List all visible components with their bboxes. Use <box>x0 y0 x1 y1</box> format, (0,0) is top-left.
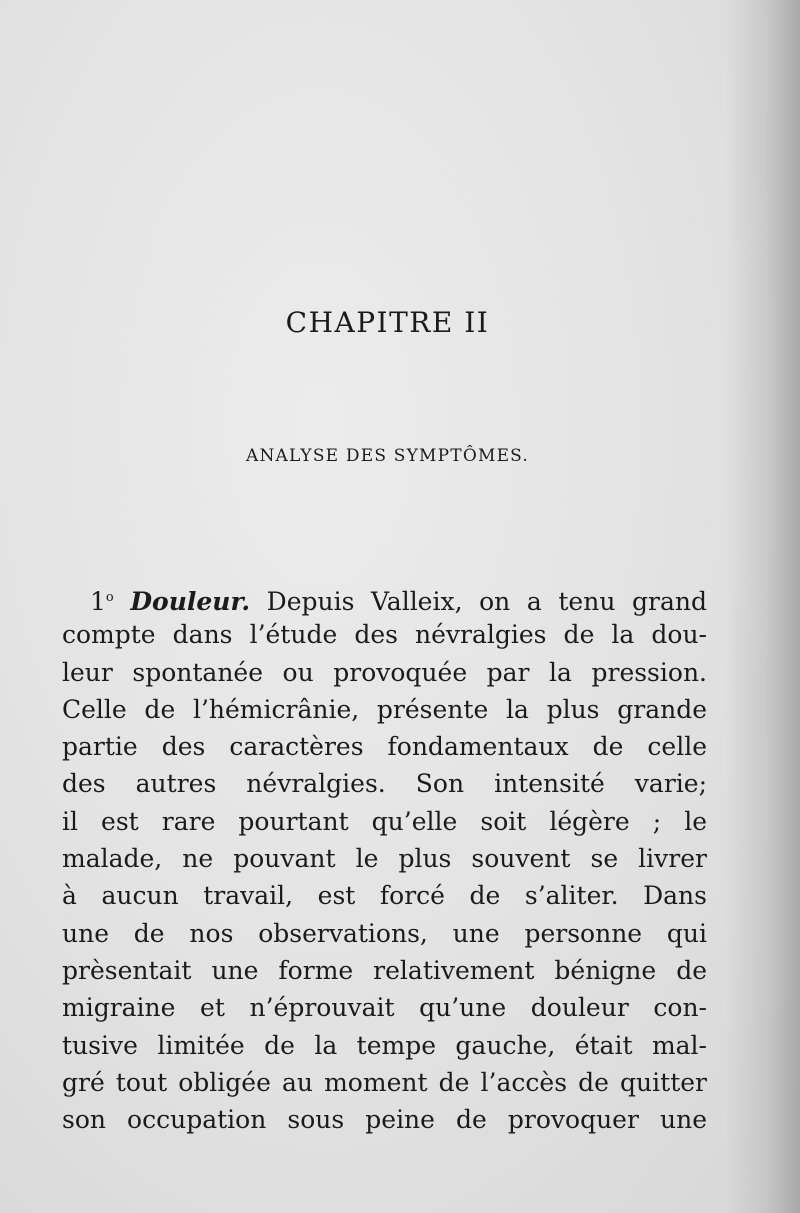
section-title: ANALYSE DES SYMPTÔMES. <box>245 446 530 466</box>
text-line: tusive limitée de la tempe gauche, était mal- <box>62 1030 707 1060</box>
text-line: son occupation sous peine de provoquer une <box>62 1105 707 1135</box>
paragraph-heading: Douleur. <box>130 587 251 616</box>
text-line: leur spontanée ou provoquée par la pression. <box>62 657 707 687</box>
text-line: à aucun travail, est forcé de s’aliter. Dans <box>62 881 707 911</box>
text-line: gré tout obligée au moment de l’accès de quitter <box>62 1067 707 1097</box>
paragraph-body <box>62 579 707 1138</box>
text-line: partie des caractères fondamentaux de celle <box>62 732 707 762</box>
text-line: des autres névralgies. Son intensité varie; <box>62 769 707 799</box>
text-line: malade, ne pouvant le plus souvent se livrer <box>62 844 707 874</box>
paragraph-number: 1$^o$ <box>90 587 114 616</box>
paragraph-first-line-text: Depuis Valleix, on a tenu grand <box>266 587 707 616</box>
text-line: migraine et n’éprouvait qu’une douleur con- <box>62 993 707 1023</box>
paragraph-first-line <box>62 579 707 616</box>
chapter-title: CHAPITRE II <box>285 306 490 339</box>
text-line: il est rare pourtant qu’elle soit légère ; le <box>62 806 707 836</box>
text-line: Celle de l’hémicrânie, présente la plus grande <box>62 694 707 724</box>
text-line: prèsentait une forme relativement bénigne de <box>62 955 707 985</box>
text-line: une de nos observations, une personne qui <box>62 918 707 948</box>
text-line: compte dans l’étude des névralgies de la dou- <box>62 620 707 650</box>
page-edge-shadow <box>725 0 800 1213</box>
